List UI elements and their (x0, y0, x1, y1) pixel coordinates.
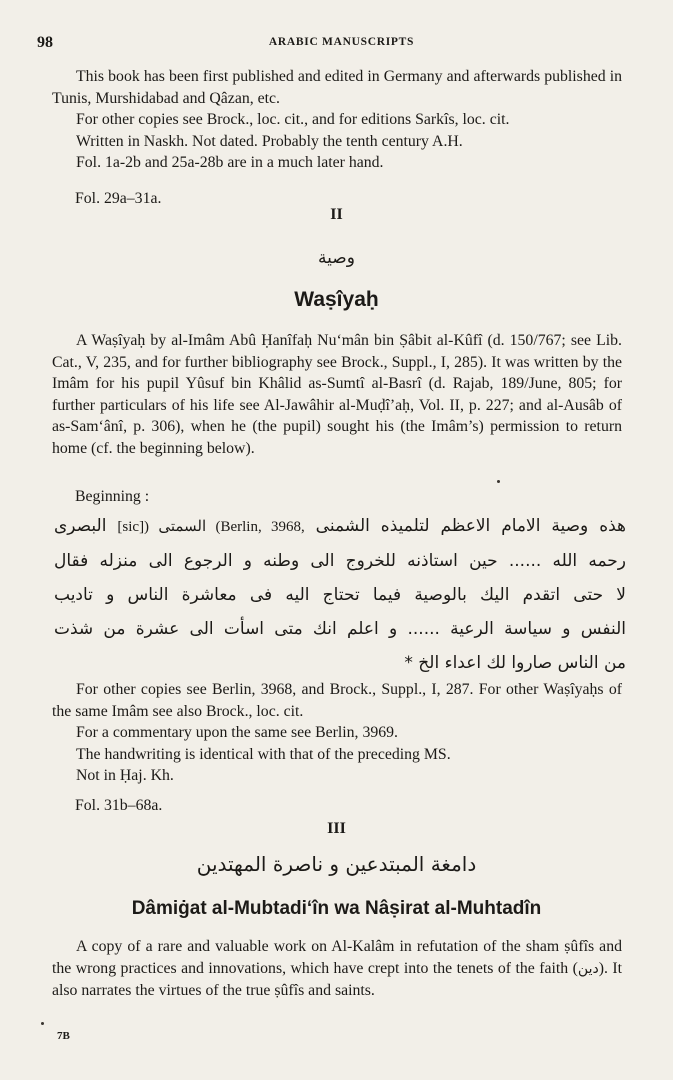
intro-paragraph: Fol. 1a-2b and 25a-28b are in a much later hand. (76, 154, 384, 172)
entry-notes (52, 679, 622, 787)
ink-speck (497, 480, 500, 483)
entry-description (52, 936, 622, 1002)
notes-paragraph: For other copies see Berlin, 3968, and Brock., Suppl., I, 287. For other Waṣîyaḥs of the same Imâm see also Brock., loc. cit. (52, 681, 622, 720)
running-title: ARABIC MANUSCRIPTS (268, 36, 415, 48)
entry-title: Waṣîyaḥ (294, 288, 379, 311)
intro-paragraph: For other copies see Brock., loc. cit., and for editions Sarkîs, loc. cit. (76, 111, 510, 129)
arabic-line (54, 509, 626, 544)
intro-text (52, 66, 622, 174)
arabic-title: دامغة المبتدعين و ناصرة المهتدين (196, 852, 477, 876)
arabic-line: من الناس صاروا لك اعداء الخ * (404, 653, 626, 673)
arabic-text: البصرى (54, 516, 107, 536)
entry-numeral: III (327, 820, 346, 837)
signature-mark: 7B (57, 1030, 70, 1042)
arabic-line: رحمه الله ...... حين استاذنه للخروج الى وطنه و الرجوع الى منزله فقال (54, 551, 626, 571)
arabic-line: لا حتى اتقدم اليك بالوصية فيما تحتاج اليه فى معاشرة الناس و تاديب (54, 585, 626, 605)
citation: [sic]) السمتى (Berlin, 3968, (117, 519, 305, 535)
entry-numeral: II (330, 206, 343, 223)
notes-paragraph: Not in Ḥaj. Kh. (76, 767, 174, 785)
page-number: 98 (37, 34, 53, 51)
entry-title: Dâmiġat al-Mubtadi‘în wa Nâṣirat al-Muhtadîn (131, 898, 542, 919)
intro-paragraph: Written in Naskh. Not dated. Probably the tenth century A.H. (76, 132, 463, 150)
notes-paragraph: For a commentary upon the same see Berlin, 3969. (76, 724, 399, 742)
description-text: ). It also narrates the virtues of the true ṣûfîs and saints. (52, 959, 623, 1000)
folio-reference: Fol. 31b–68a. (75, 797, 163, 814)
arabic-word: دين (577, 960, 599, 977)
arabic-title: وصية (318, 248, 355, 268)
arabic-text: هذه وصية الامام الاعظم لتلميذه الشمنى (315, 516, 626, 536)
description-text: A copy of a rare and valuable work on Al-Kalâm in refutation of the sham ṣûfîs and the wrong practices and innovations, which have crept into the tenets of the faith ( (52, 938, 622, 977)
description-paragraph (52, 936, 622, 1002)
arabic-incipit (54, 509, 626, 680)
arabic-line: النفس و سياسة الرعية ...... و اعلم انك متى اسأت الى عشرة من شذت (54, 619, 626, 639)
entry-description (52, 330, 622, 460)
description-paragraph: A Waṣîyaḥ by al-Imâm Abû Ḥanîfaḥ Nu‘mân bin Ṣâbit al-Kûfî (d. 150/767; see Lib. Cat., V, 235, and for further bibliography see Brock., Suppl., I, 285). It was written by the Imâm for his pupil Yûsuf bin Khâlid as-Sumtî al-Basrî (d. Rajab, 189/June, 805; for further particulars of his life see Al-Jawâhir al-Muḍî’aḥ, Vol. II, p. 227; and al-Ausâb of as-Sam‘ânî, p. 306), when he (the pupil) sought his (the Imâm’s) permission to return home (cf. the beginning below). (52, 332, 622, 457)
beginning-label: Beginning : (75, 488, 150, 505)
notes-paragraph: The handwriting is identical with that of the preceding MS. (76, 745, 451, 763)
folio-reference: Fol. 29a–31a. (75, 190, 162, 207)
intro-paragraph: This book has been first published and edited in Germany and afterwards published in Tunis, Murshidabad and Qâzan, etc. (52, 68, 622, 107)
ink-speck (41, 1022, 44, 1025)
